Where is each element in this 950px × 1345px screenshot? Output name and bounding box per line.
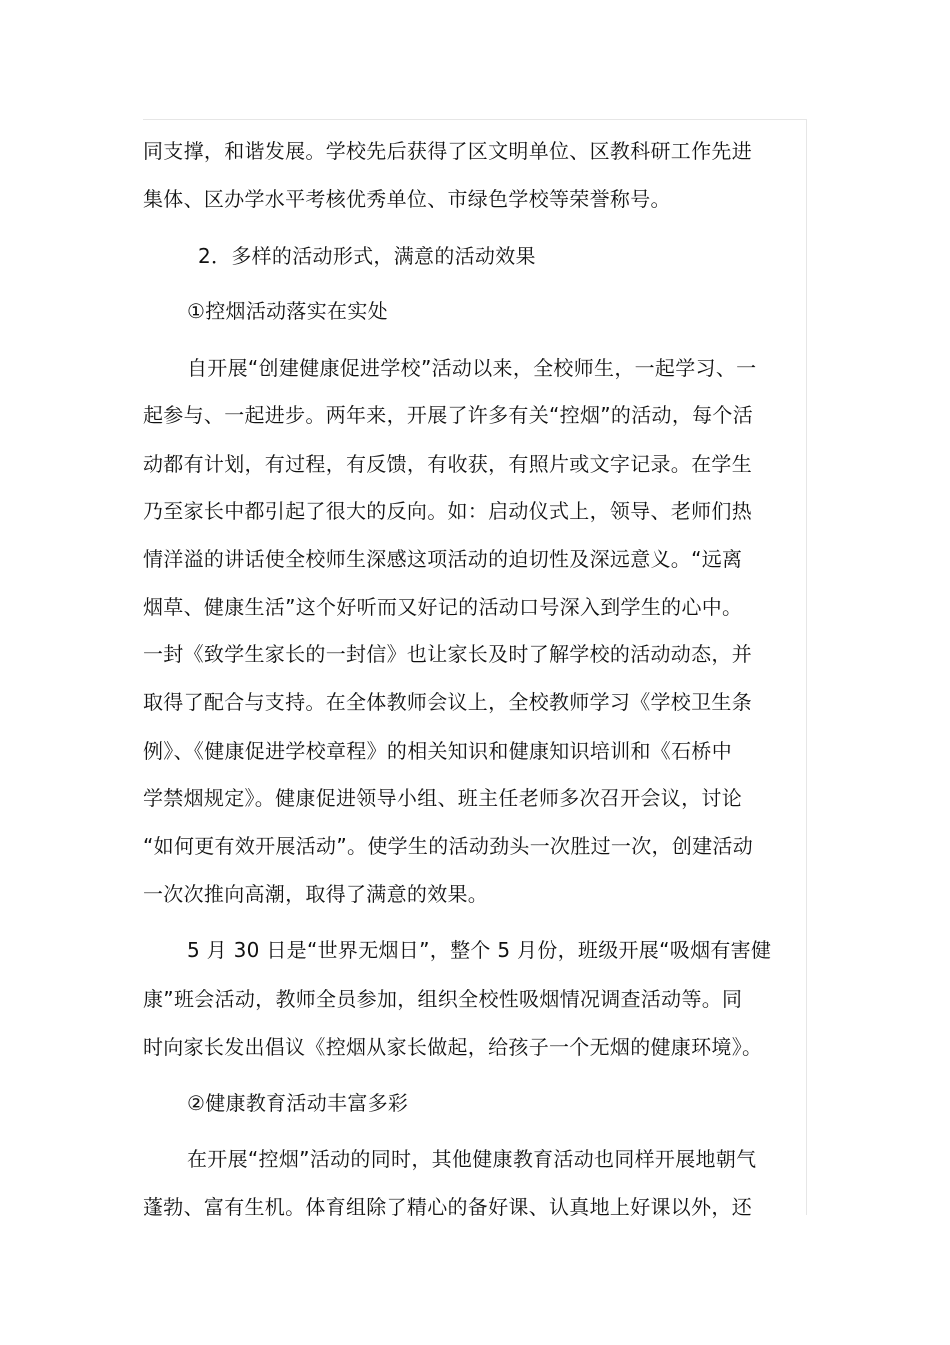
paragraph-line: 同支撑，和谐发展。学校先后获得了区文明单位、区教科研工作先进 <box>143 139 752 163</box>
paragraph-line: 5 月 30 日是“世界无烟日”，整个 5 月份，班级开展“吸烟有害健 <box>187 938 772 962</box>
paragraph-line: 蓬勃、富有生机。体育组除了精心的备好课、认真地上好课以外，还 <box>143 1195 752 1219</box>
subsection-heading: ②健康教育活动丰富多彩 <box>187 1091 409 1115</box>
paragraph-line: 例》、《健康促进学校章程》的相关知识和健康知识培训和《石桥中 <box>143 739 732 763</box>
subsection-heading: ①控烟活动落实在实处 <box>187 299 388 323</box>
paragraph-line: 在开展“控烟”活动的同时，其他健康教育活动也同样开展地朝气 <box>187 1147 757 1171</box>
paragraph-line: 康”班会活动，教师全员参加，组织全校性吸烟情况调查活动等。同 <box>143 987 743 1011</box>
paragraph-line: 自开展“创建健康促进学校”活动以来，全校师生，一起学习、一 <box>187 356 757 380</box>
paragraph-line: 一封《致学生家长的一封信》也让家长及时了解学校的活动动态，并 <box>143 642 752 666</box>
page-frame-top-border <box>143 119 807 120</box>
paragraph-line: 时向家长发出倡议《控烟从家长做起，给孩子一个无烟的健康环境》。 <box>143 1035 763 1059</box>
section-heading: 2．多样的活动形式，满意的活动效果 <box>198 244 536 268</box>
paragraph-line: “如何更有效开展活动”。使学生的活动劲头一次胜过一次，创建活动 <box>143 834 754 858</box>
paragraph-line: 动都有计划，有过程，有反馈，有收获，有照片或文字记录。在学生 <box>143 452 752 476</box>
paragraph-line: 情洋溢的讲话使全校师生深感这项活动的迫切性及深远意义。“远离 <box>143 547 743 571</box>
paragraph-line: 起参与、一起进步。两年来，开展了许多有关“控烟”的活动，每个活 <box>143 403 754 427</box>
paragraph-line: 集体、区办学水平考核优秀单位、市绿色学校等荣誉称号。 <box>143 187 671 211</box>
paragraph-line: 乃至家长中都引起了很大的反向。如：启动仪式上，领导、老师们热 <box>143 499 752 523</box>
page-frame-right-border <box>806 119 807 1215</box>
paragraph-line: 一次次推向高潮，取得了满意的效果。 <box>143 882 489 906</box>
paragraph-line: 学禁烟规定》。健康促进领导小组、班主任老师多次召开会议，讨论 <box>143 786 742 810</box>
paragraph-line: 烟草、健康生活”这个好听而又好记的活动口号深入到学生的心中。 <box>143 595 743 619</box>
paragraph-line: 取得了配合与支持。在全体教师会议上，全校教师学习《学校卫生条 <box>143 690 752 714</box>
